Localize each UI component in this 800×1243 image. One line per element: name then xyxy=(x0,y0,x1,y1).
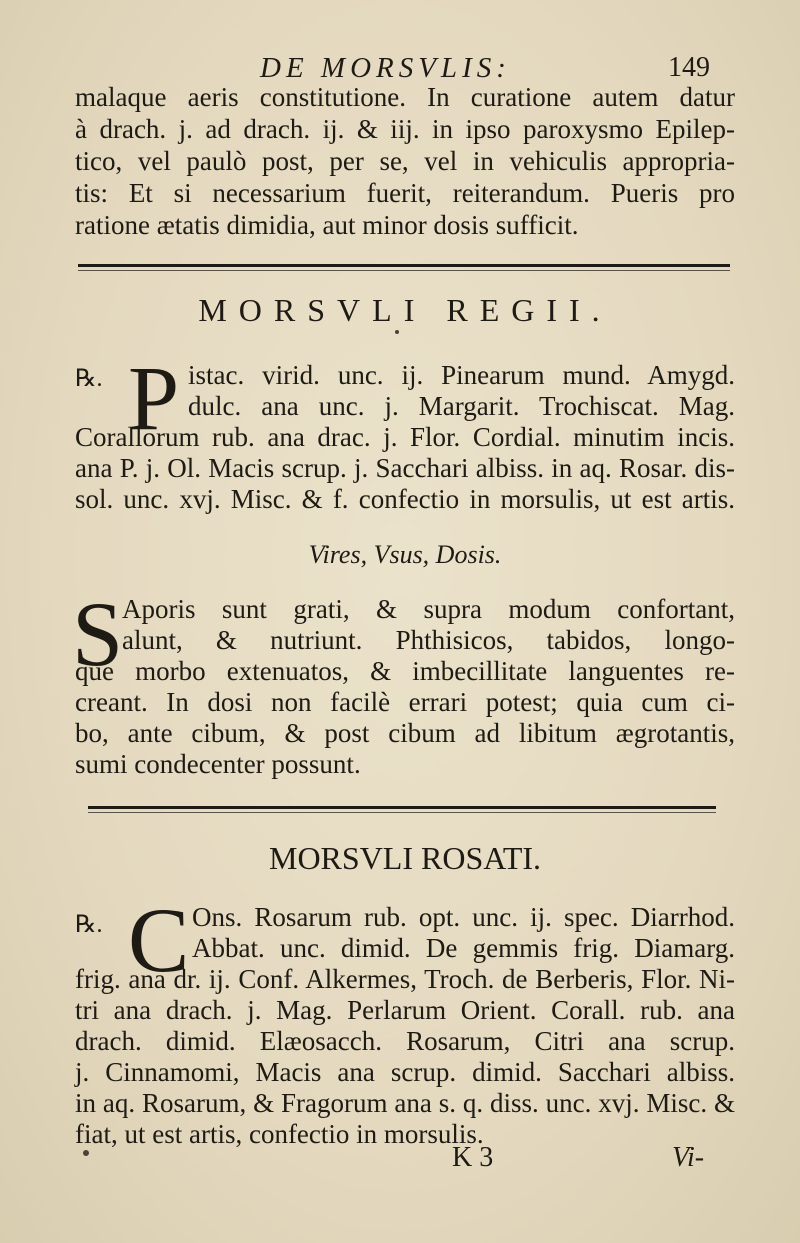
drop-cap: P xyxy=(128,347,180,449)
section-title: MORSVLI REGII. xyxy=(198,292,612,328)
intro-line: malaque aeris constitutione. In curatione autem datur xyxy=(75,82,735,112)
section-title: MORSVLI ROSATI. xyxy=(268,840,542,876)
recipe-line: dulc. ana unc. j. Margarit. Trochiscat. Mag. xyxy=(188,391,735,421)
ink-speck xyxy=(83,1150,89,1156)
page-number: 149 xyxy=(668,52,710,83)
text-line: creant. In dosi non facilè errari potest; quia cum ci- xyxy=(75,687,735,717)
recipe-line: j. Cinnamomi, Macis ana scrup. dimid. Sacchari albiss. xyxy=(75,1057,735,1087)
section-divider xyxy=(88,806,716,809)
running-head: DE MORSVLIS: xyxy=(260,52,511,84)
text-line: alunt, & nutriunt. Phthisicos, tabidos, longo- xyxy=(122,625,735,655)
drop-cap: S xyxy=(72,583,124,685)
recipe-line: sol. unc. xvj. Misc. & f. confectio in morsulis, ut est artis. xyxy=(75,484,735,514)
intro-line: tis: Et si necessarium fuerit, reiterandum. Pueris pro xyxy=(75,178,735,208)
intro-line: ratione ætatis dimidia, aut minor dosis sufficit. xyxy=(75,210,579,240)
recipe-line: Ons. Rosarum rub. opt. unc. ij. spec. Diarrhod. xyxy=(192,902,735,932)
recipe-line: in aq. Rosarum, & Fragorum ana s. q. diss. unc. xvj. Misc. & xyxy=(75,1088,735,1118)
recipe-line: istac. virid. unc. ij. Pinearum mund. Amygd. xyxy=(188,360,735,390)
recipe-mark: ℞. xyxy=(75,912,103,938)
section-divider-thin xyxy=(88,812,716,813)
drop-cap: C xyxy=(128,889,190,991)
intro-line: tico, vel paulò post, per se, vel in vehiculis appropria- xyxy=(75,146,735,176)
signature-mark: K 3 xyxy=(452,1142,494,1173)
recipe-line: Abbat. unc. dimid. De gemmis frig. Diamarg. xyxy=(192,933,735,963)
recipe-line: Corallorum rub. ana drac. j. Flor. Cordial. minutim incis. xyxy=(75,422,735,452)
recipe-line: ana P. j. Ol. Macis scrup. j. Sacchari albiss. in aq. Rosar. dis- xyxy=(75,453,735,483)
intro-line: à drach. j. ad drach. ij. & iij. in ipso paroxysmo Epilep- xyxy=(75,114,735,144)
ink-speck xyxy=(395,330,399,334)
section-subtitle: Vires, Vsus, Dosis. xyxy=(308,540,502,569)
catchword: Vi- xyxy=(672,1142,705,1173)
recipe-mark: ℞. xyxy=(75,366,103,392)
text-line: bo, ante cibum, & post cibum ad libitum ægrotantis, xyxy=(75,718,735,748)
text-line: que morbo extenuatos, & imbecillitate languentes re- xyxy=(75,656,735,686)
recipe-line: drach. dimid. Elæosacch. Rosarum, Citri ana scrup. xyxy=(75,1026,735,1056)
recipe-line: frig. ana dr. ij. Conf. Alkermes, Troch. de Berberis, Flor. Ni- xyxy=(75,964,735,994)
section-divider-thin xyxy=(78,270,730,271)
text-line: Aporis sunt grati, & supra modum confortant, xyxy=(122,594,735,624)
recipe-line: fiat, ut est artis, confectio in morsulis. xyxy=(75,1119,484,1149)
section-divider xyxy=(78,264,730,267)
text-line: sumi condecenter possunt. xyxy=(75,749,361,779)
recipe-line: tri ana drach. j. Mag. Perlarum Orient. Corall. rub. ana xyxy=(75,995,735,1025)
